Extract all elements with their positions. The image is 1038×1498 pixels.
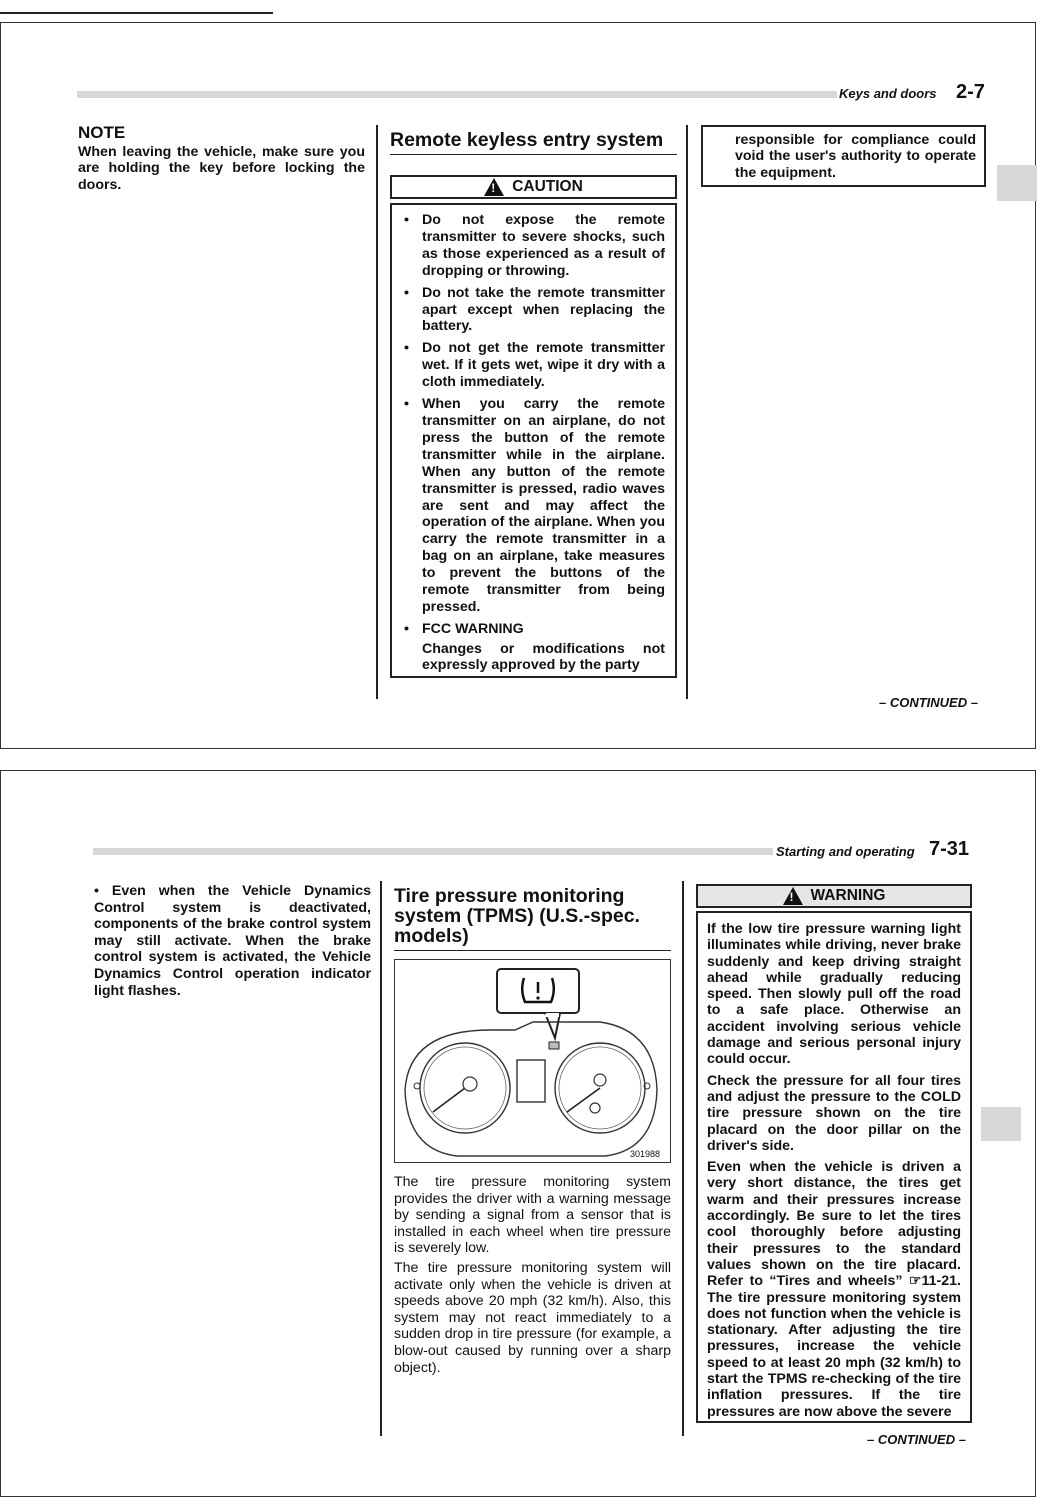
section-title: Tire pressure monitoring system (TPMS) (U.S.-spec. models) xyxy=(394,886,671,951)
header-bar xyxy=(77,91,837,98)
tpms-figure xyxy=(394,959,671,1163)
figure-code: 301988 xyxy=(629,1149,660,1159)
warning-box xyxy=(696,911,972,1423)
warning-paragraph: Check the pressure for all four tires and adjust the pressure to the COLD tire pressure shown on the tire placard on the door pillar on the driver's side. xyxy=(707,1072,961,1154)
header-page-number: 7-31 xyxy=(929,838,970,860)
note-text: When leaving the vehicle, make sure you are holding the key before locking the doors. xyxy=(78,143,365,193)
list-item: • When you carry the remote transmitter on an airplane, do not press the button of the remote transmitter while in the airplane. When any button of the remote transmitter is pressed, radio waves are sent and may affect the operation of the airplane. When you carry the remote transmitter in a bag on an airplane, take measures to prevent the buttons of the remote transmitter from being pressed. xyxy=(400,396,665,616)
continued-label: – CONTINUED – xyxy=(879,695,978,710)
header-page-number: 2-7 xyxy=(956,81,985,103)
paragraph: The tire pressure monitoring system provides the driver with a warning message by sending a signal from a sensor that is installed in each wheel when tire pressure is severely low. xyxy=(394,1174,671,1257)
warning-triangle-icon xyxy=(484,178,504,196)
column-divider xyxy=(376,125,378,699)
chapter-tab xyxy=(981,1107,1021,1141)
warning-paragraph: If the low tire pressure warning light illuminates while driving, never brake suddenly and keep driving straight ahead while gradually reducing speed. Then slowly pull off the road to a safe place. Otherwise an accident involving serious vehicle damage and serious personal injury could occur. xyxy=(707,921,961,1068)
list-item: • Do not get the remote transmitter wet. If it gets wet, wipe it dry with a cloth immediately. xyxy=(400,340,665,391)
note-block xyxy=(78,125,365,193)
column-divider xyxy=(682,881,684,1436)
warning-paragraph: Even when the vehicle is driven a very short distance, the tires get warm and their pressures increase accordingly. Be sure to let the tires cool thoroughly before adjusting their pressures to the standard values shown on the tire placard. Refer to “Tires and wheels” ☞11-21. The tire pressure monitoring system does not function when the vehicle is stationary. After adjusting the tire pressures, increase the vehicle speed to at least 20 mph (32 km/h) to start the TPMS re-checking of the tire inflation pressures. If the tire pressures are now above the severe xyxy=(707,1159,961,1420)
note-title: NOTE xyxy=(78,123,126,142)
caution-list xyxy=(400,212,665,638)
section-title: Remote keyless entry system xyxy=(390,130,677,155)
list-item: • Do not take the remote transmitter apart except when replacing the battery. xyxy=(400,285,665,336)
manual-page-7-31 xyxy=(0,770,1036,1497)
paragraph: The tire pressure monitoring system will activate only when the vehicle is driven at speeds above 20 mph (32 km/h). Also, this system may not react immediately to a sudden drop in tire pressure (for example, a blow-out caused by running over a sharp object). xyxy=(394,1259,671,1376)
header-section: Keys and doors xyxy=(839,86,937,101)
fcc-text: Changes or modifications not expressly approved by the party xyxy=(422,640,665,674)
continued-label: – CONTINUED – xyxy=(867,1432,966,1447)
caution-label: CAUTION xyxy=(512,178,583,195)
column-divider xyxy=(380,881,382,1436)
warning-triangle-icon xyxy=(783,887,803,905)
chapter-tab xyxy=(997,165,1037,201)
header-bar xyxy=(93,848,773,855)
list-item: • Do not expose the remote transmitter to severe shocks, such as those experienced as a result of dropping or throwing. xyxy=(400,212,665,280)
column-divider xyxy=(686,125,688,699)
warning-label: WARNING xyxy=(810,887,886,904)
manual-page-2-7 xyxy=(0,22,1036,749)
warning-header xyxy=(696,884,972,908)
tpms-description xyxy=(394,1174,671,1379)
continued-caution-box xyxy=(701,125,986,187)
list-item: • FCC WARNING xyxy=(400,621,665,638)
vdc-note: • Even when the Vehicle Dynamics Control system is deactivated, components of the brake control system may still activate. When the brake control system is activated, the Vehicle Dynamics Control operation indicator light flashes. xyxy=(94,883,371,999)
caution-header xyxy=(390,175,677,199)
caution-box xyxy=(390,203,677,678)
instrument-cluster-illustration xyxy=(395,960,669,1161)
top-rule xyxy=(0,12,273,14)
header-section: Starting and operating xyxy=(776,844,915,859)
caution-continuation: responsible for compliance could void the user's authority to operate the equipment. xyxy=(735,132,976,181)
